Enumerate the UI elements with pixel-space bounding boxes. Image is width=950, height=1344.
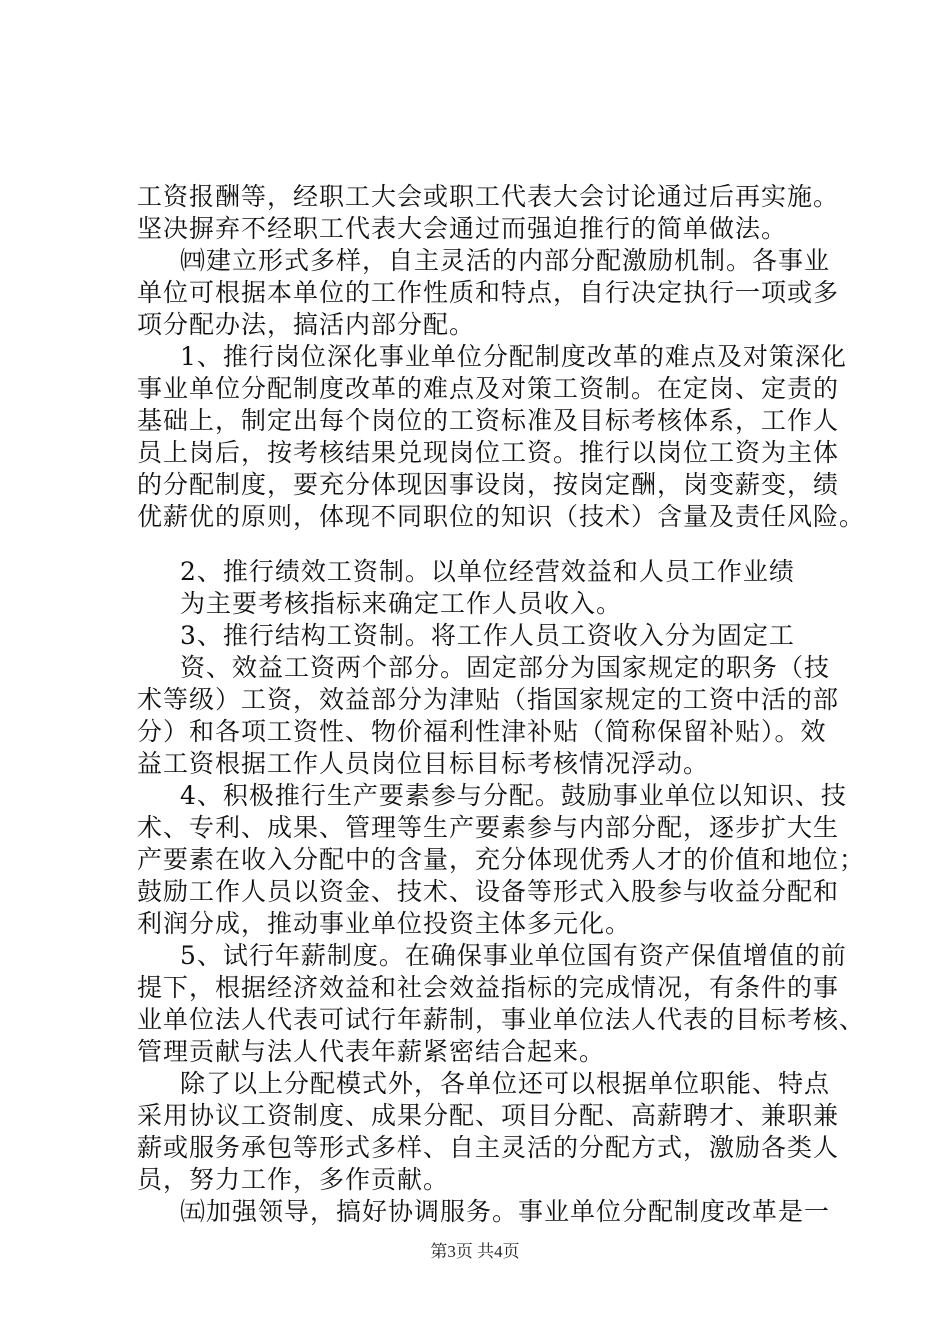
body-text-line: 项分配办法，搞活内部分配。 <box>137 310 476 339</box>
body-text-line: 1、推行岗位深化事业单位分配制度改革的难点及对策深化 <box>180 342 847 371</box>
body-text-line: ㈤加强领导，搞好协调服务。事业单位分配制度改革是一 <box>180 1197 831 1226</box>
body-text-line: 的分配制度，要充分体现因事设岗，按岗定酬，岗变薪变，绩 <box>137 470 840 499</box>
body-text-line: 利润分成，推动事业单位投资主体多元化。 <box>137 909 632 938</box>
body-text-line: 基础上，制定出每个岗位的工资标准及目标考核体系，工作人 <box>137 406 840 435</box>
body-text-line: 员上岗后，按考核结果兑现岗位工资。推行以岗位工资为主体 <box>137 438 840 467</box>
body-text-line: 除了以上分配模式外，各单位还可以根据单位职能、特点 <box>180 1069 831 1098</box>
body-text-line: 工资报酬等，经职工大会或职工代表大会讨论通过后再实施。 <box>137 182 840 211</box>
body-text-line: 3、推行结构工资制。将工作人员工资收入分为固定工 <box>180 621 795 650</box>
body-text-line: 益工资根据工作人员岗位目标目标考核情况浮动。 <box>137 749 710 778</box>
body-text-line: ㈣建立形式多样，自主灵活的内部分配激励机制。各事业 <box>180 246 831 275</box>
body-text-line: 业单位法人代表可试行年薪制，事业单位法人代表的目标考核、 <box>137 1005 866 1034</box>
body-text-line: 提下，根据经济效益和社会效益指标的完成情况，有条件的事 <box>137 973 840 1002</box>
body-text-line: 为主要考核指标来确定工作人员收入。 <box>180 589 623 618</box>
body-text-line: 单位可根据本单位的工作性质和特点，自行决定执行一项或多 <box>137 278 840 307</box>
body-text-line: 坚决摒弃不经职工代表大会通过而强迫推行的简单做法。 <box>137 214 788 243</box>
body-text-line: 薪或服务承包等形式多样、自主灵活的分配方式，激励各类人 <box>137 1133 840 1162</box>
body-text-line: 员，努力工作，多作贡献。 <box>137 1165 450 1194</box>
body-text-line: 资、效益工资两个部分。固定部分为国家规定的职务（技 <box>180 653 831 682</box>
body-text-line: 5、试行年薪制度。在确保事业单位国有资产保值增值的前 <box>180 941 847 970</box>
body-text-line: 2、推行绩效工资制。以单位经营效益和人员工作业绩 <box>180 557 795 586</box>
body-text-line: 术、专利、成果、管理等生产要素参与内部分配，逐步扩大生 <box>137 813 840 842</box>
body-text-line: 优薪优的原则，体现不同职位的知识（技术）含量及责任风险。 <box>137 502 866 531</box>
body-text-line: 鼓励工作人员以资金、技术、设备等形式入股参与收益分配和 <box>137 877 840 906</box>
body-text-line: 4、积极推行生产要素参与分配。鼓励事业单位以知识、技 <box>180 781 847 810</box>
page-number-footer: 第3页 共4页 <box>430 1242 520 1261</box>
body-text-line: 术等级）工资，效益部分为津贴（指国家规定的工资中活的部 <box>137 685 840 714</box>
body-text-line: 分）和各项工资性、物价福利性津补贴（简称保留补贴）。效 <box>137 717 827 746</box>
body-text-line: 采用协议工资制度、成果分配、项目分配、高薪聘才、兼职兼 <box>137 1101 840 1130</box>
body-text-line: 事业单位分配制度改革的难点及对策工资制。在定岗、定责的 <box>137 374 840 403</box>
body-text-line: 管理贡献与法人代表年薪紧密结合起来。 <box>137 1037 606 1066</box>
body-text-line: 产要素在收入分配中的含量，充分体现优秀人才的价值和地位； <box>137 845 866 874</box>
